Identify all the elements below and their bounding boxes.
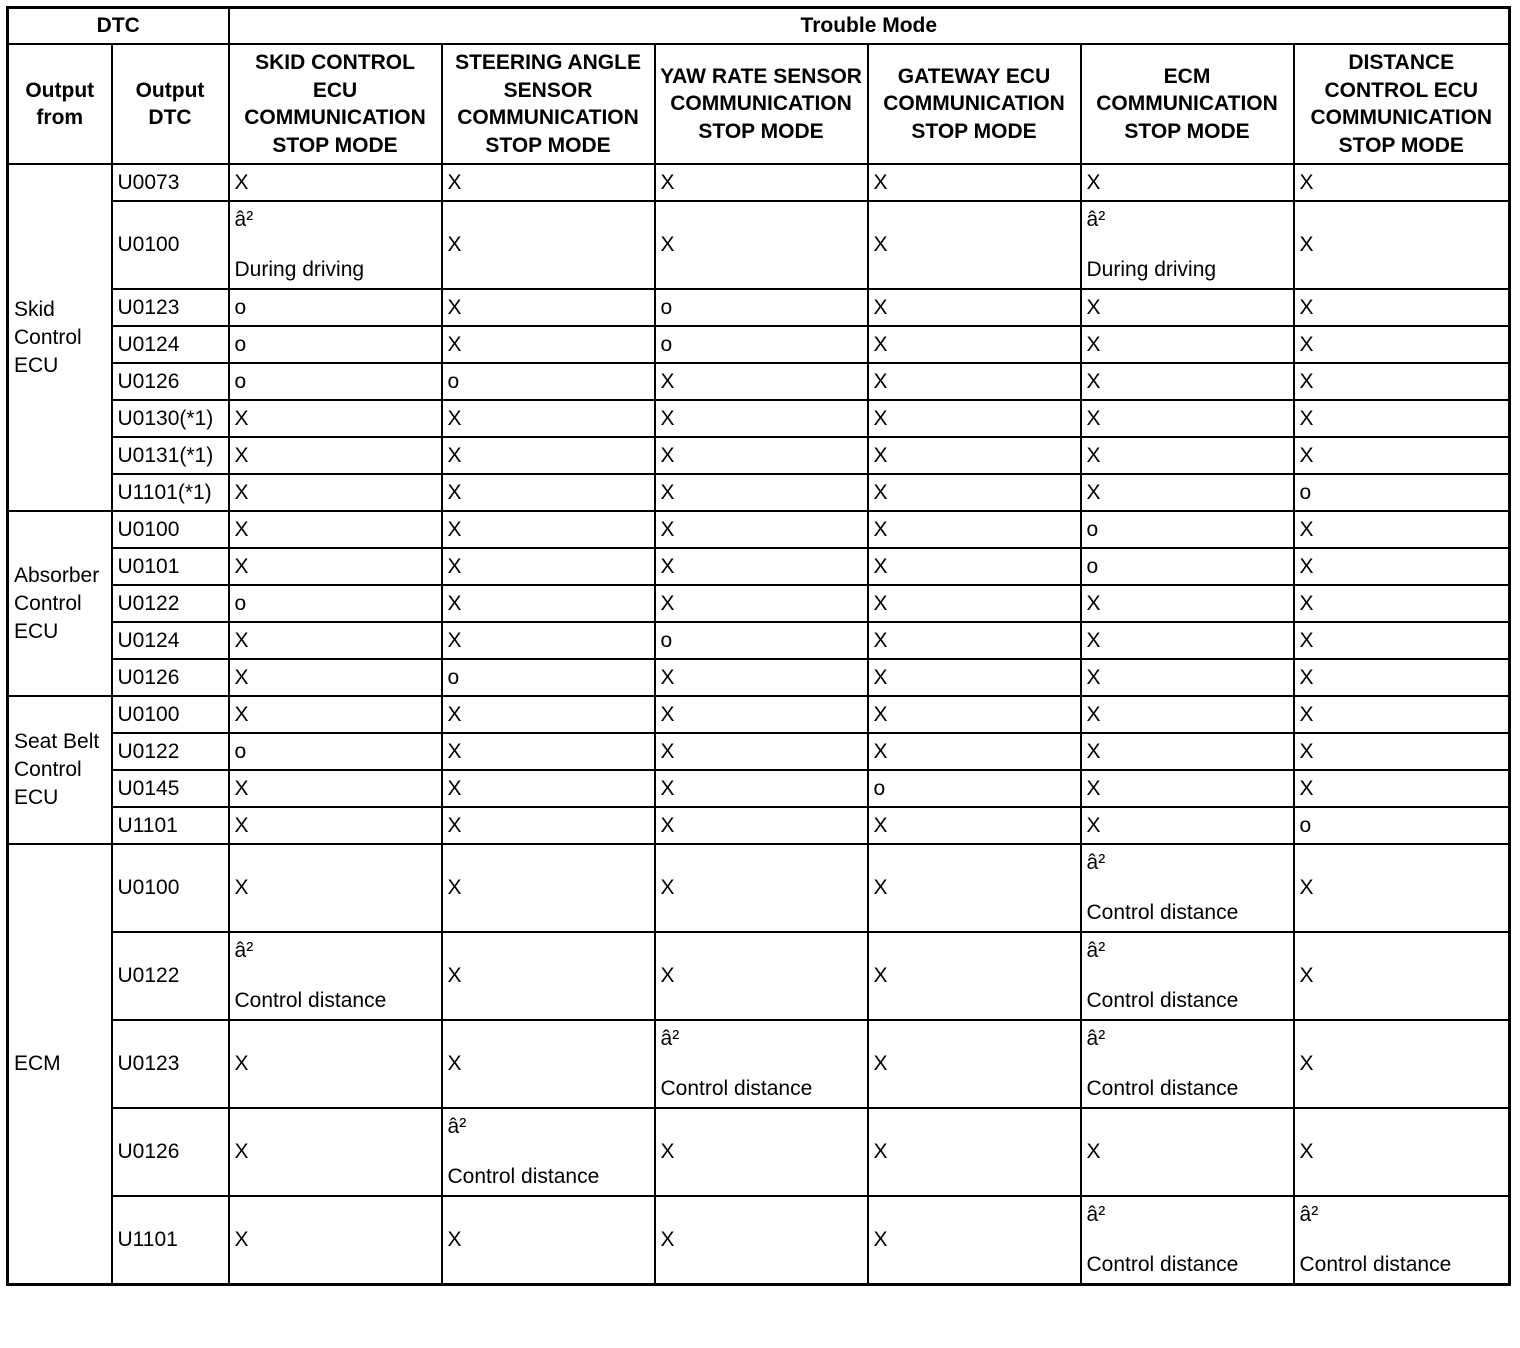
mode-result-cell: X [655, 696, 868, 733]
mode-result-cell: X [655, 1108, 868, 1196]
mode-result-cell: X [655, 474, 868, 511]
output-dtc-cell: U0100 [112, 511, 229, 548]
table-row [8, 770, 1510, 807]
output-dtc-cell: U0131(*1) [112, 437, 229, 474]
trouble-mode-header: Trouble Mode [229, 8, 1510, 45]
mode-result-cell: X [655, 733, 868, 770]
mode-result-cell: X [655, 844, 868, 932]
mode-result-cell: X [1081, 733, 1294, 770]
mode-result-cell: X [229, 1108, 442, 1196]
output-from-cell: ECM [8, 844, 112, 1285]
table-row [8, 1196, 1510, 1285]
mode-result-cell: o [229, 585, 442, 622]
mode-result-cell: X [1294, 844, 1510, 932]
result-note: Control distance [1086, 989, 1239, 1012]
output-dtc-cell: U0101 [112, 548, 229, 585]
table-row [8, 1108, 1510, 1196]
output-dtc-header: Output DTC [112, 44, 229, 164]
mode-result-cell: X [229, 400, 442, 437]
mode-result-cell: X [229, 622, 442, 659]
output-dtc-cell: U0100 [112, 844, 229, 932]
table-row [8, 585, 1510, 622]
mode-result-cell: X [1081, 622, 1294, 659]
mode-result-cell: X [868, 201, 1081, 289]
mode-result-cell: X [229, 164, 442, 201]
mode-result-cell: X [442, 770, 655, 807]
mode-result-cell: o [868, 770, 1081, 807]
mode-result-cell: X [1294, 932, 1510, 1020]
output-dtc-cell: U1101(*1) [112, 474, 229, 511]
result-symbol: â² [1086, 208, 1106, 231]
mode-result-cell: X [655, 659, 868, 696]
mode-result-cell: X [1294, 659, 1510, 696]
table-row [8, 289, 1510, 326]
mode-result-cell: X [655, 548, 868, 585]
output-dtc-cell: U0124 [112, 622, 229, 659]
mode-result-cell: X [1294, 770, 1510, 807]
mode-result-cell: X [655, 400, 868, 437]
output-dtc-cell: U0073 [112, 164, 229, 201]
mode-result-cell: X [1081, 437, 1294, 474]
output-dtc-cell: U0124 [112, 326, 229, 363]
mode-result-cell: X [1294, 164, 1510, 201]
mode-result-cell: X [442, 548, 655, 585]
table-row [8, 437, 1510, 474]
mode-result-cell: X [868, 164, 1081, 201]
mode-result-cell: X [1294, 733, 1510, 770]
mode-result-cell: X [1081, 585, 1294, 622]
output-from-header: Output from [8, 44, 112, 164]
result-note: During driving [1086, 258, 1217, 281]
mode-result-cell: X [1081, 659, 1294, 696]
mode-result-cell: X [868, 733, 1081, 770]
mode-result-cell: X [442, 844, 655, 932]
mode-result-cell: X [229, 807, 442, 844]
result-note: Control distance [1086, 901, 1239, 924]
result-symbol: â² [1086, 939, 1106, 962]
output-dtc-cell: U0126 [112, 363, 229, 400]
mode-result-cell: X [655, 201, 868, 289]
mode-result-cell: o [442, 659, 655, 696]
mode-result-cell: X [655, 585, 868, 622]
mode-result-cell [655, 1020, 868, 1108]
mode-result-cell: X [655, 437, 868, 474]
result-note: Control distance [234, 989, 387, 1012]
mode-result-cell: X [229, 1196, 442, 1285]
mode-header-ecm: ECM COMMUNICATION STOP MODE [1081, 44, 1294, 164]
mode-result-cell: X [229, 1020, 442, 1108]
mode-result-cell: X [868, 1020, 1081, 1108]
mode-result-cell [442, 1108, 655, 1196]
mode-result-cell: X [1294, 696, 1510, 733]
mode-result-cell: X [229, 696, 442, 733]
table-row [8, 511, 1510, 548]
mode-result-cell: X [655, 363, 868, 400]
mode-result-cell: X [442, 326, 655, 363]
mode-result-cell: X [442, 696, 655, 733]
output-dtc-cell: U0130(*1) [112, 400, 229, 437]
mode-result-cell: X [655, 770, 868, 807]
output-dtc-cell: U1101 [112, 807, 229, 844]
mode-result-cell: X [442, 437, 655, 474]
dtc-trouble-mode-table [6, 6, 1511, 1286]
mode-result-cell: X [1294, 363, 1510, 400]
result-note: Control distance [447, 1165, 600, 1188]
mode-result-cell: X [868, 511, 1081, 548]
mode-result-cell: X [1294, 511, 1510, 548]
mode-result-cell: X [1294, 437, 1510, 474]
mode-result-cell: X [1081, 164, 1294, 201]
output-dtc-cell: U0122 [112, 733, 229, 770]
table-row [8, 659, 1510, 696]
dtc-header: DTC [8, 8, 229, 45]
mode-result-cell: X [868, 807, 1081, 844]
mode-result-cell: X [442, 474, 655, 511]
result-note: Control distance [1086, 1253, 1239, 1276]
mode-result-cell: X [868, 289, 1081, 326]
mode-result-cell [1081, 1196, 1294, 1285]
table-row [8, 363, 1510, 400]
result-symbol: â² [447, 1115, 467, 1138]
mode-result-cell: X [868, 932, 1081, 1020]
mode-result-cell: o [229, 289, 442, 326]
mode-result-cell [229, 932, 442, 1020]
mode-result-cell: X [229, 659, 442, 696]
mode-result-cell: X [229, 437, 442, 474]
mode-result-cell: X [1294, 548, 1510, 585]
table-row [8, 844, 1510, 932]
table-row [8, 201, 1510, 289]
result-symbol: â² [234, 939, 254, 962]
mode-result-cell: o [655, 289, 868, 326]
result-symbol: â² [1086, 851, 1106, 874]
mode-result-cell: X [442, 585, 655, 622]
mode-result-cell: o [1294, 807, 1510, 844]
table-row [8, 807, 1510, 844]
mode-result-cell: X [868, 659, 1081, 696]
output-dtc-cell: U0100 [112, 201, 229, 289]
result-note: Control distance [1299, 1253, 1452, 1276]
mode-result-cell: X [1081, 807, 1294, 844]
mode-result-cell: X [229, 770, 442, 807]
mode-result-cell: X [1081, 400, 1294, 437]
mode-result-cell: X [868, 363, 1081, 400]
mode-result-cell: X [442, 164, 655, 201]
result-note: Control distance [1086, 1077, 1239, 1100]
mode-result-cell: X [1294, 1108, 1510, 1196]
mode-result-cell: X [868, 548, 1081, 585]
result-note: Control distance [660, 1077, 813, 1100]
mode-result-cell: X [1081, 326, 1294, 363]
result-symbol: â² [1086, 1203, 1106, 1226]
output-dtc-cell: U1101 [112, 1196, 229, 1285]
mode-header-gateway-ecu: GATEWAY ECU COMMUNICATION STOP MODE [868, 44, 1081, 164]
mode-result-cell: X [1081, 363, 1294, 400]
mode-result-cell: o [229, 326, 442, 363]
output-dtc-cell: U0145 [112, 770, 229, 807]
mode-result-cell: X [1081, 696, 1294, 733]
mode-result-cell: X [655, 932, 868, 1020]
mode-result-cell: X [442, 932, 655, 1020]
mode-header-yaw-rate: YAW RATE SENSOR COMMUNICATION STOP MODE [655, 44, 868, 164]
mode-result-cell: X [868, 1108, 1081, 1196]
mode-result-cell [1294, 1196, 1510, 1285]
mode-result-cell: X [868, 474, 1081, 511]
mode-result-cell: X [1294, 201, 1510, 289]
output-dtc-cell: U0126 [112, 1108, 229, 1196]
mode-result-cell: X [868, 622, 1081, 659]
mode-result-cell: X [442, 289, 655, 326]
table-row [8, 1020, 1510, 1108]
mode-result-cell [1081, 201, 1294, 289]
mode-result-cell: X [1081, 289, 1294, 326]
mode-result-cell: X [1294, 585, 1510, 622]
result-symbol: â² [1299, 1203, 1319, 1226]
mode-result-cell: o [655, 326, 868, 363]
table-row [8, 326, 1510, 363]
output-from-cell: Seat Belt Control ECU [8, 696, 112, 844]
mode-result-cell: X [1294, 289, 1510, 326]
mode-result-cell: X [868, 1196, 1081, 1285]
result-note: During driving [234, 258, 365, 281]
mode-result-cell: X [1294, 326, 1510, 363]
mode-result-cell: o [1081, 548, 1294, 585]
mode-result-cell: X [442, 807, 655, 844]
mode-result-cell [1081, 932, 1294, 1020]
mode-result-cell: X [868, 844, 1081, 932]
mode-result-cell: X [1294, 622, 1510, 659]
output-dtc-cell: U0123 [112, 1020, 229, 1108]
mode-result-cell: X [442, 201, 655, 289]
mode-result-cell [229, 201, 442, 289]
mode-result-cell: o [655, 622, 868, 659]
mode-result-cell: X [1294, 1020, 1510, 1108]
result-symbol: â² [234, 208, 254, 231]
output-dtc-cell: U0100 [112, 696, 229, 733]
mode-result-cell: X [655, 807, 868, 844]
mode-result-cell: X [442, 1020, 655, 1108]
table-row [8, 733, 1510, 770]
output-from-cell: Skid Control ECU [8, 164, 112, 511]
table-row [8, 932, 1510, 1020]
mode-result-cell: X [442, 1196, 655, 1285]
mode-result-cell: X [442, 622, 655, 659]
mode-result-cell: o [442, 363, 655, 400]
mode-result-cell: X [655, 1196, 868, 1285]
mode-header-distance-control: DISTANCE CONTROL ECU COMMUNICATION STOP MODE [1294, 44, 1510, 164]
table-row [8, 622, 1510, 659]
mode-result-cell: X [442, 400, 655, 437]
table-row [8, 548, 1510, 585]
mode-result-cell: X [655, 511, 868, 548]
output-dtc-cell: U0126 [112, 659, 229, 696]
mode-result-cell: o [229, 363, 442, 400]
mode-result-cell: X [1294, 400, 1510, 437]
table-row [8, 474, 1510, 511]
mode-result-cell: X [229, 511, 442, 548]
output-dtc-cell: U0122 [112, 585, 229, 622]
mode-result-cell: X [229, 474, 442, 511]
mode-result-cell: X [868, 400, 1081, 437]
mode-result-cell: X [868, 326, 1081, 363]
mode-result-cell: o [1081, 511, 1294, 548]
mode-result-cell: o [1294, 474, 1510, 511]
mode-result-cell: X [229, 844, 442, 932]
output-dtc-cell: U0122 [112, 932, 229, 1020]
mode-result-cell: X [868, 696, 1081, 733]
mode-result-cell: X [1081, 1108, 1294, 1196]
mode-result-cell: X [868, 437, 1081, 474]
result-symbol: â² [1086, 1027, 1106, 1050]
mode-result-cell: X [442, 733, 655, 770]
mode-result-cell: X [229, 548, 442, 585]
mode-result-cell: X [868, 585, 1081, 622]
mode-result-cell [1081, 1020, 1294, 1108]
mode-result-cell: o [229, 733, 442, 770]
output-dtc-cell: U0123 [112, 289, 229, 326]
mode-header-steering-angle: STEERING ANGLE SENSOR COMMUNICATION STOP MODE [442, 44, 655, 164]
mode-result-cell: X [1081, 474, 1294, 511]
result-symbol: â² [660, 1027, 680, 1050]
mode-result-cell: X [442, 511, 655, 548]
output-from-cell: Absorber Control ECU [8, 511, 112, 696]
table-body [8, 164, 1510, 1285]
mode-result-cell [1081, 844, 1294, 932]
table-row [8, 164, 1510, 201]
table-row [8, 696, 1510, 733]
table-row [8, 400, 1510, 437]
mode-result-cell: X [655, 164, 868, 201]
mode-header-skid-control: SKID CONTROL ECU COMMUNICATION STOP MODE [229, 44, 442, 164]
mode-result-cell: X [1081, 770, 1294, 807]
